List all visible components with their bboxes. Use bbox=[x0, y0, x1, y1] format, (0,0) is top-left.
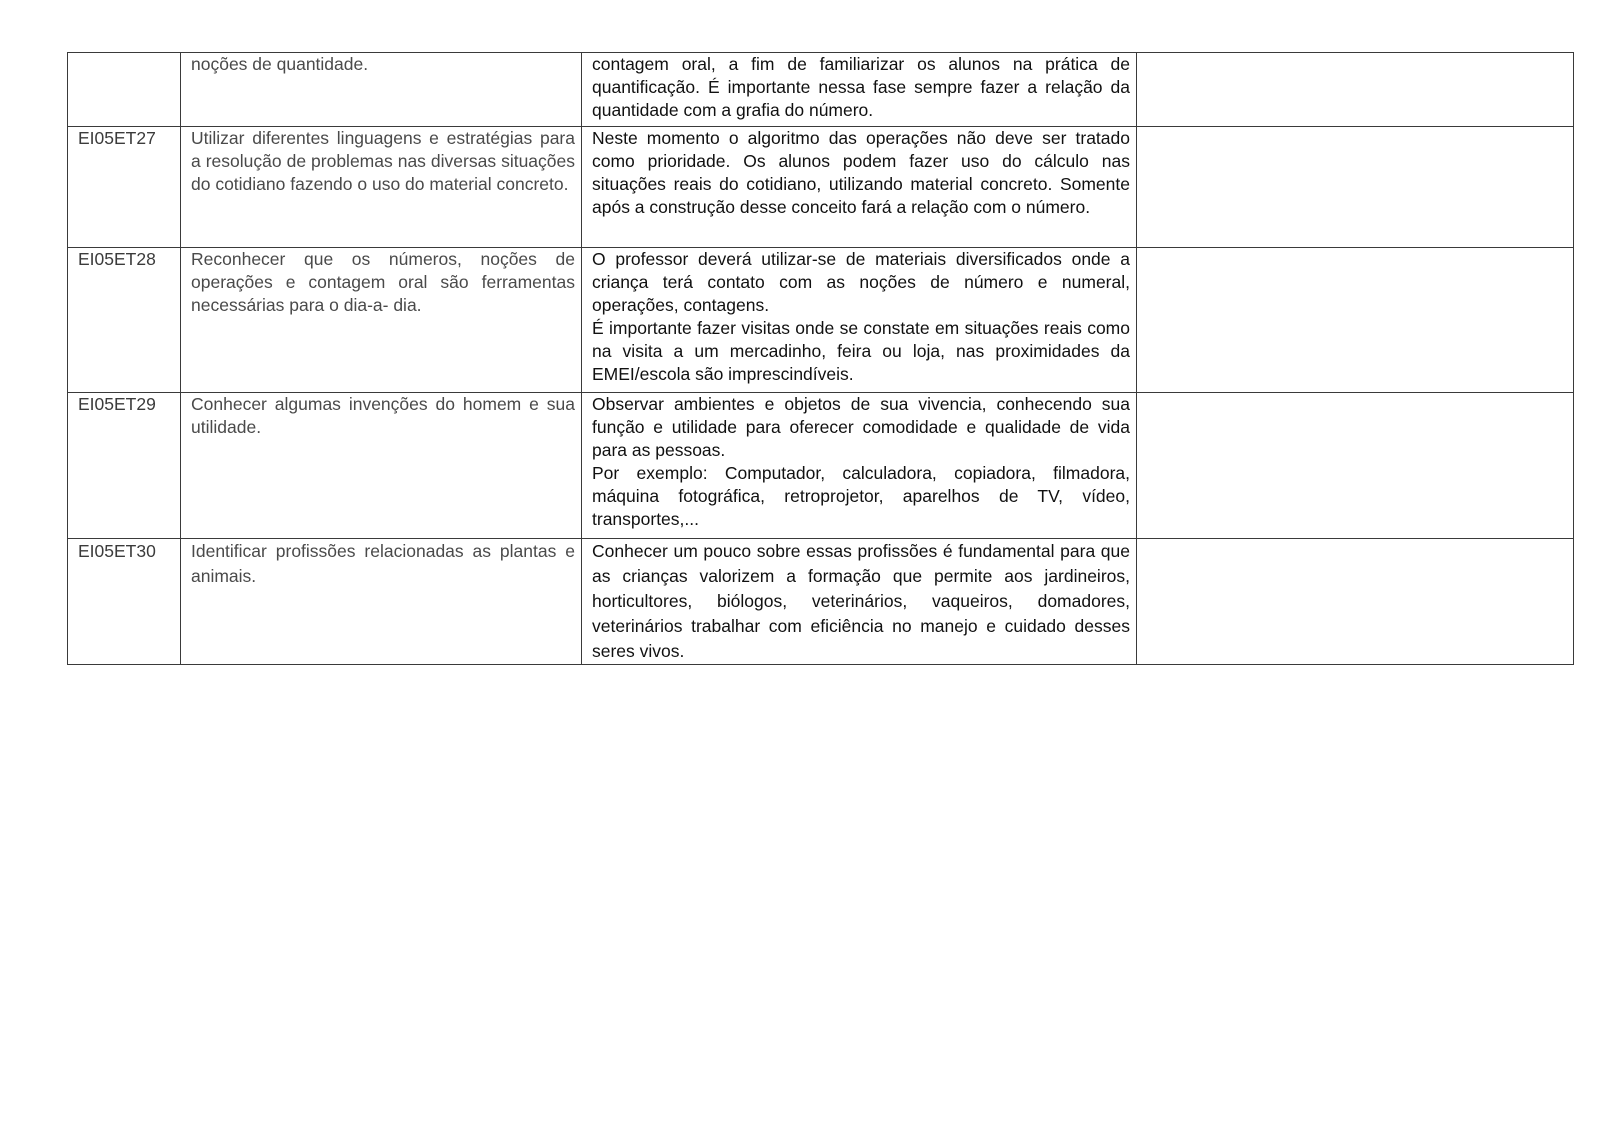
orientation-cell bbox=[582, 539, 1137, 665]
notes-cell bbox=[1137, 53, 1574, 127]
orientation-cell bbox=[582, 248, 1137, 393]
objective-cell: noções de quantidade. bbox=[181, 53, 582, 127]
orientation-paragraph: Observar ambientes e objetos de sua vivencia, conhecendo sua função e utilidade para oferecer comodidade e qualidade de vida para as pessoas. bbox=[592, 394, 1130, 460]
code-cell bbox=[68, 53, 181, 127]
orientation-paragraph: contagem oral, a fim de familiarizar os alunos na prática de quantificação. É importante nessa fase sempre fazer a relação da quantidade com a grafia do número. bbox=[592, 54, 1130, 120]
orientation-paragraph: Por exemplo: Computador, calculadora, copiadora, filmadora, máquina fotográfica, retroprojetor, aparelhos de TV, vídeo, transportes,... bbox=[592, 463, 1130, 529]
orientation-paragraph: Conhecer um pouco sobre essas profissões é fundamental para que as crianças valorizem a formação que permite aos jardineiros, horticultores, biólogos, veterinários, vaqueiros, domadores, veterinários trabalhar com eficiência no manejo e cuidado desses seres vivos. bbox=[592, 541, 1130, 661]
objective-cell: Identificar profissões relacionadas as plantas e animais. bbox=[181, 539, 582, 665]
table-row bbox=[68, 53, 1574, 127]
table-row bbox=[68, 393, 1574, 539]
orientation-cell bbox=[582, 393, 1137, 539]
objective-cell: Conhecer algumas invenções do homem e sua utilidade. bbox=[181, 393, 582, 539]
code-cell: EI05ET30 bbox=[68, 539, 181, 665]
notes-cell bbox=[1137, 248, 1574, 393]
code-cell: EI05ET28 bbox=[68, 248, 181, 393]
notes-cell bbox=[1137, 127, 1574, 248]
table-row bbox=[68, 127, 1574, 248]
orientation-paragraph: O professor deverá utilizar-se de materiais diversificados onde a criança terá contato com as noções de número e numeral, operações, contagens. bbox=[592, 249, 1130, 315]
notes-cell bbox=[1137, 393, 1574, 539]
orientation-cell bbox=[582, 53, 1137, 127]
objective-cell: Utilizar diferentes linguagens e estratégias para a resolução de problemas nas diversas situações do cotidiano fazendo o uso do material concreto. bbox=[181, 127, 582, 248]
orientation-cell bbox=[582, 127, 1137, 248]
orientation-paragraph: Neste momento o algoritmo das operações não deve ser tratado como prioridade. Os alunos podem fazer uso do cálculo nas situações reais do cotidiano, utilizando material concreto. Somente após a construção desse conceito fará a relação com o número. bbox=[592, 128, 1130, 217]
objective-cell: Reconhecer que os números, noções de operações e contagem oral são ferramentas necessárias para o dia-a- dia. bbox=[181, 248, 582, 393]
code-cell: EI05ET27 bbox=[68, 127, 181, 248]
curriculum-table bbox=[67, 52, 1574, 665]
notes-cell bbox=[1137, 539, 1574, 665]
code-cell: EI05ET29 bbox=[68, 393, 181, 539]
orientation-paragraph: É importante fazer visitas onde se constate em situações reais como na visita a um mercadinho, feira ou loja, nas proximidades da EMEI/escola são imprescindíveis. bbox=[592, 318, 1130, 384]
table-row bbox=[68, 539, 1574, 665]
table-row bbox=[68, 248, 1574, 393]
